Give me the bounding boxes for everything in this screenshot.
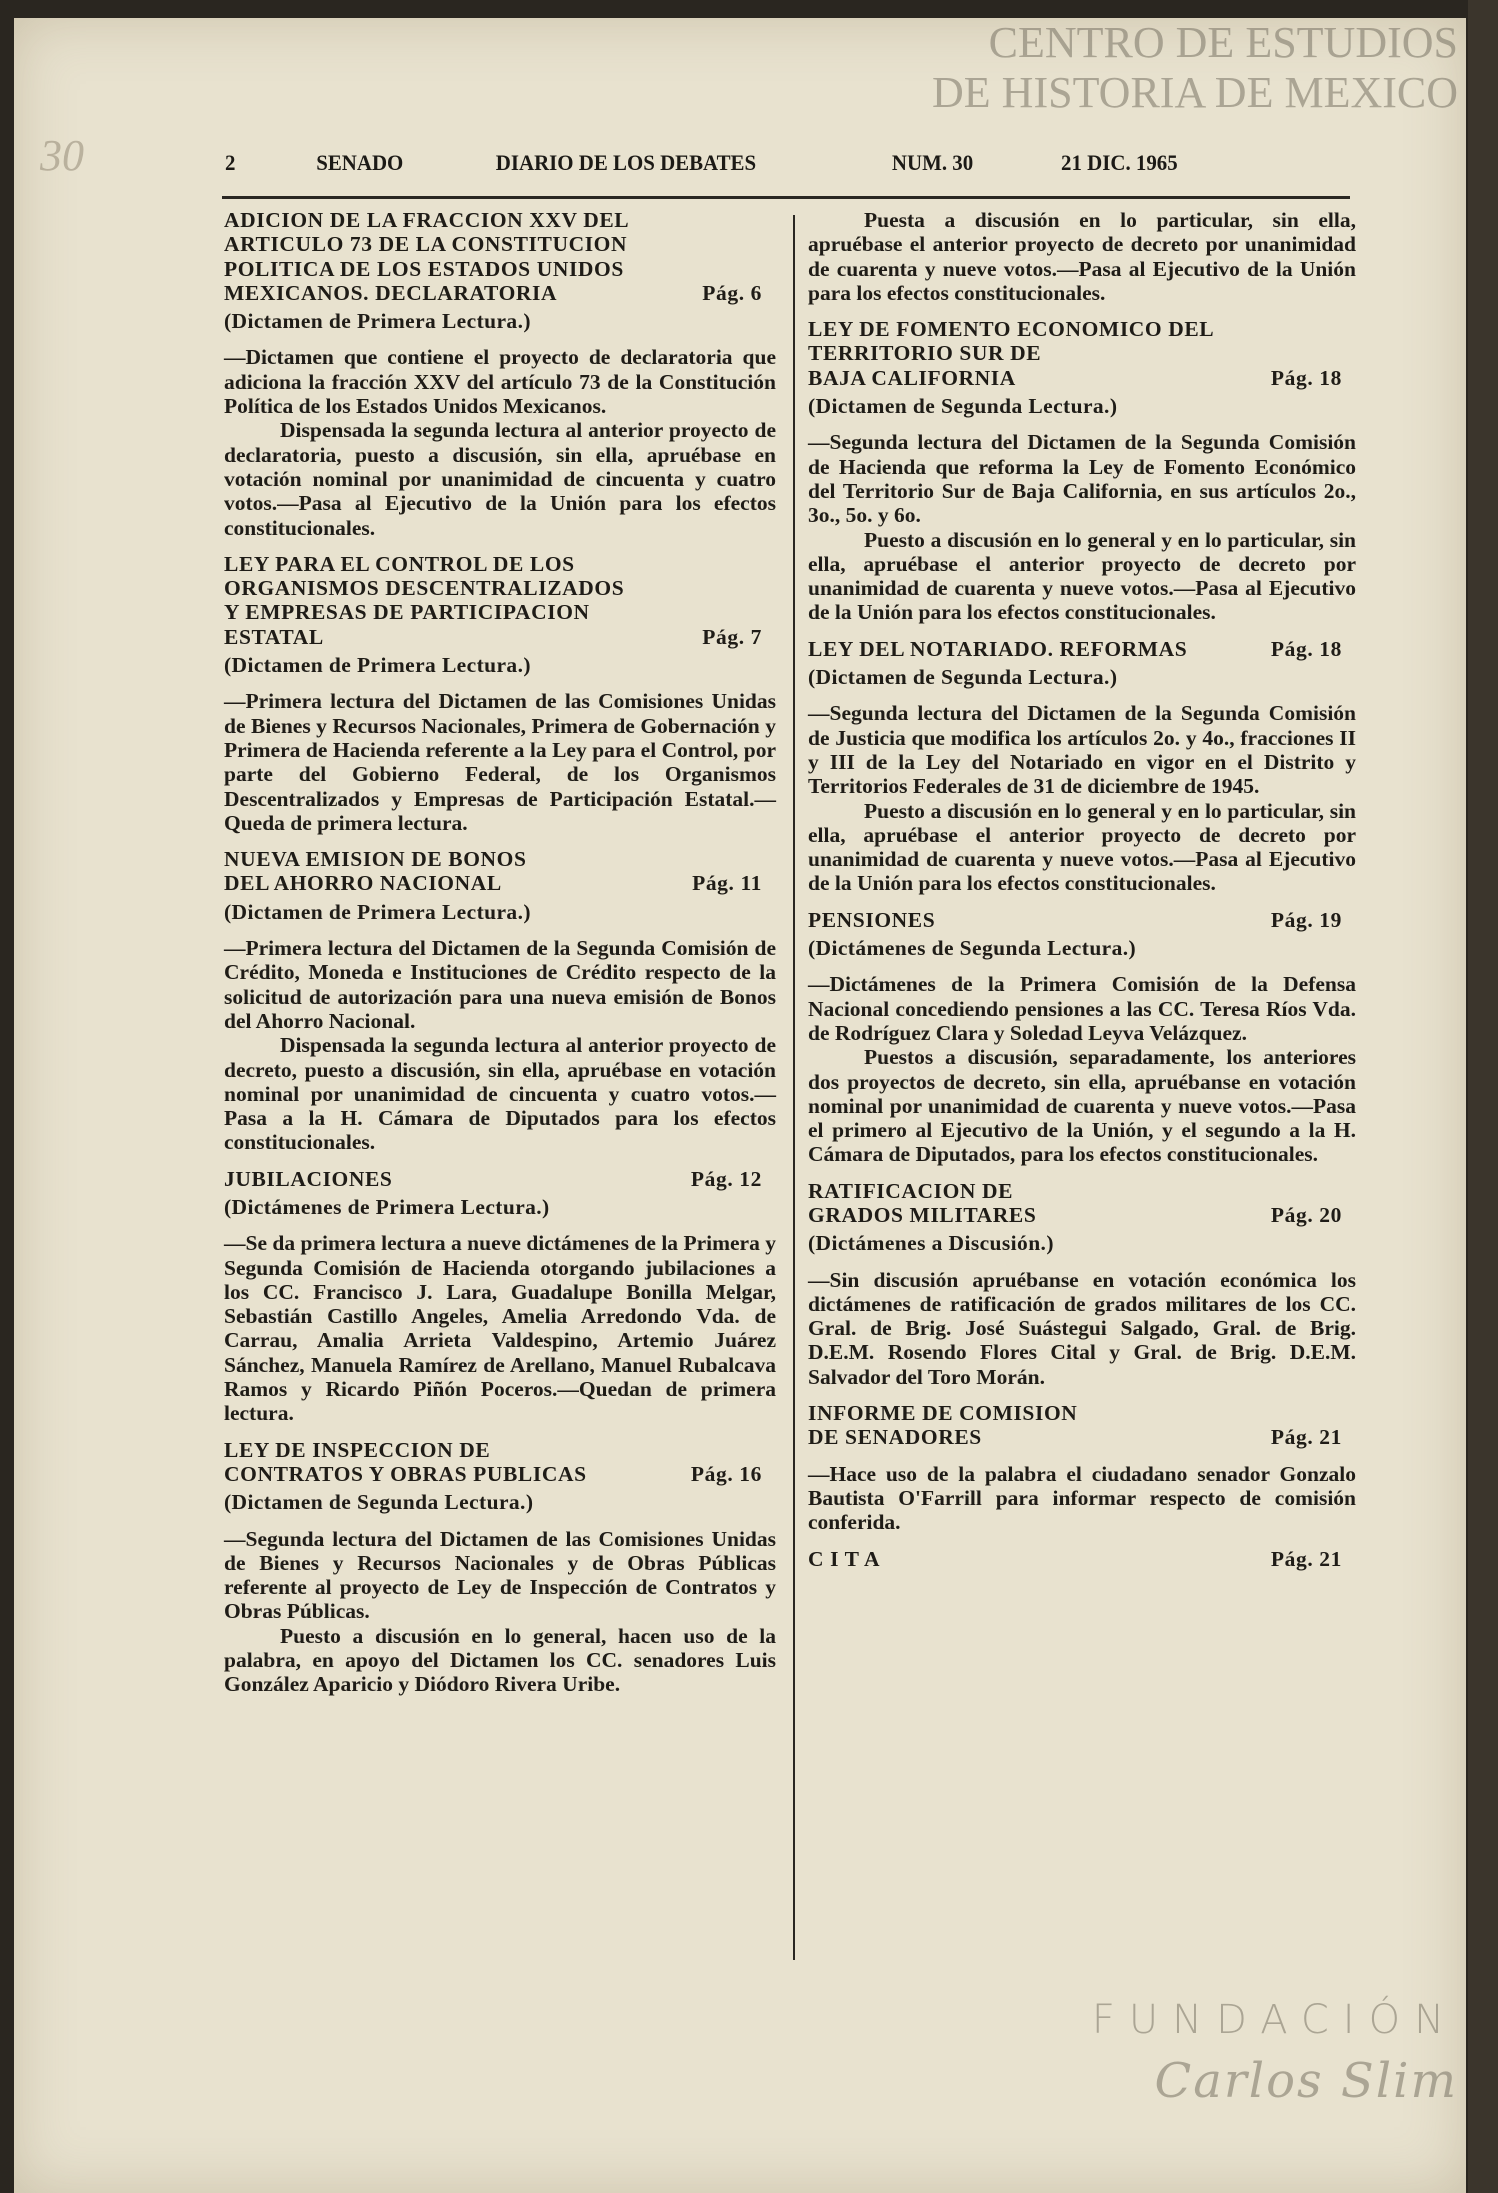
heading-text: ORGANISMOS DESCENTRALIZADOS — [224, 576, 625, 601]
index-entry — [808, 208, 1356, 305]
heading-text: POLITICA DE LOS ESTADOS UNIDOS — [224, 256, 624, 281]
heading-text: CONTRATOS Y OBRAS PUBLICAS — [224, 1461, 587, 1486]
heading-line — [808, 341, 1356, 365]
publication-title: DIARIO DE LOS DEBATES — [495, 150, 757, 175]
heading-line — [808, 1203, 1356, 1227]
heading-line — [224, 871, 776, 895]
entry-subtitle: (Dictamen de Segunda Lectura.) — [808, 665, 1118, 690]
heading-line — [808, 908, 1356, 932]
heading-line — [224, 1167, 776, 1191]
chamber: SENADO — [316, 150, 404, 175]
column-divider — [793, 215, 795, 1960]
entry-heading — [808, 908, 1356, 932]
entry-paragraph: Dispensada la segunda lectura al anterior proyecto de decreto, puesto a discusión, sin ella, apruébase en votación nominal por unanimidad de cincuenta y cuatro votos.—Pasa a la H. Cámara de Diputados para los efectos constitucionales. — [224, 1033, 776, 1155]
entry-heading — [224, 847, 776, 896]
heading-line — [224, 232, 776, 256]
handwritten-page-mark: 30 — [40, 131, 84, 180]
index-entry — [224, 1167, 776, 1426]
entry-heading — [808, 637, 1356, 661]
scan-edge — [1468, 0, 1498, 2193]
heading-line — [224, 847, 776, 871]
entry-paragraph: Dispensada la segunda lectura al anterior proyecto de declaratoria, puesto a discusión, sin ella, apruébase en votación nominal por unanimidad de cincuenta y cuatro votos.—Pasa al Ejecutivo de la Unión para los efectos constitucionales. — [224, 418, 776, 540]
watermark-signature: Carlos Slim — [1154, 2053, 1458, 2109]
heading-line — [808, 366, 1356, 390]
page-reference: Pág. 7 — [702, 624, 762, 649]
entry-subtitle: (Dictámenes de Segunda Lectura.) — [808, 936, 1137, 961]
entry-subtitle: (Dictamen de Primera Lectura.) — [224, 899, 531, 924]
heading-line — [808, 317, 1356, 341]
heading-text: NUEVA EMISION DE BONOS — [224, 847, 527, 872]
entry-heading — [808, 317, 1356, 390]
watermark-line: ESTUDIOS — [1245, 18, 1458, 67]
page-reference: Pág. 11 — [692, 871, 762, 896]
running-header — [225, 150, 1289, 184]
heading-line — [224, 1438, 776, 1462]
heading-text: ARTICULO 73 DE LA CONSTITUCION — [224, 232, 628, 257]
heading-text: GRADOS MILITARES — [808, 1202, 1037, 1227]
heading-text: LEY DEL NOTARIADO. REFORMAS — [808, 636, 1188, 661]
entry-paragraph: —Segunda lectura del Dictamen de la Segunda Comisión de Justicia que modifica los artículos 2o. y 4o., fracciones II y III de la Ley del Notariado en vigor en el Distrito y Territorios Federales de 31 de diciembre de 1945. — [808, 701, 1356, 799]
heading-line — [808, 1547, 1356, 1571]
page-reference: Pág. 20 — [1270, 1202, 1342, 1227]
watermark — [932, 18, 1458, 118]
page-reference: Pág. 21 — [1270, 1425, 1342, 1450]
heading-line — [224, 625, 776, 649]
index-entry — [224, 1438, 776, 1697]
heading-line — [808, 1401, 1356, 1425]
entry-heading — [224, 1167, 776, 1191]
heading-text: ESTATAL — [224, 624, 324, 649]
entry-heading — [808, 1401, 1356, 1450]
heading-line — [808, 637, 1356, 661]
watermark-line: CENTRO DE — [988, 18, 1235, 67]
entry-subtitle: (Dictámenes de Primera Lectura.) — [224, 1194, 550, 1219]
entry-subtitle: (Dictamen de Primera Lectura.) — [224, 309, 531, 334]
index-entry — [808, 1179, 1356, 1389]
page-reference: Pág. 16 — [690, 1461, 762, 1486]
entry-heading — [224, 208, 776, 305]
entry-paragraph: —Se da primera lectura a nueve dictámenes de la Primera y Segunda Comisión de Hacienda otorgando jubilaciones a los CC. Francisco J. Lara, Guadalupe Bonilla Melgar, Sebastián Castillo Angeles, Amelia Arredondo Vda. de Carrau, Amalia Arrieta Valdespino, Artemio Juárez Sánchez, Manuela Ramírez de Arellano, Manuel Rubalcava Ramos y Ricardo Piñón Poceros.—Quedan de primera lectura. — [224, 1231, 776, 1426]
heading-text: DEL AHORRO NACIONAL — [224, 871, 502, 896]
entry-paragraph: Puesto a discusión en lo general, hacen uso de la palabra, en apoyo del Dictamen los CC. senadores Luis González Aparicio y Diódoro Rivera Uribe. — [224, 1623, 776, 1697]
index-entry — [224, 847, 776, 1155]
watermark-line: DE MEXICO — [1214, 68, 1458, 117]
index-entry — [808, 317, 1356, 625]
heading-line — [224, 576, 776, 600]
heading-line — [224, 208, 776, 232]
entry-paragraph: —Segunda lectura del Dictamen de la Segunda Comisión de Hacienda que reforma la Ley de Fomento Económico del Territorio Sur de Baja California, en sus artículos 2o., 3o., 5o. y 6o. — [808, 430, 1356, 528]
index-entry — [808, 1547, 1356, 1571]
index-entry — [808, 637, 1356, 896]
heading-text: LEY DE INSPECCION DE — [224, 1437, 491, 1462]
heading-line — [224, 600, 776, 624]
watermark-foundation-block — [1092, 1995, 1458, 2109]
issue-date: 21 DIC. 1965 — [1061, 150, 1178, 175]
page-reference: Pág. 21 — [1270, 1546, 1342, 1571]
heading-text: LEY PARA EL CONTROL DE LOS — [224, 551, 575, 576]
heading-text: INFORME DE COMISION — [808, 1401, 1078, 1426]
page-reference: Pág. 19 — [1270, 907, 1342, 932]
index-entry — [808, 908, 1356, 1167]
entry-subtitle: (Dictámenes a Discusión.) — [808, 1231, 1054, 1256]
heading-line — [224, 281, 776, 305]
heading-text: TERRITORIO SUR DE — [808, 341, 1042, 366]
entry-paragraph: Puesta a discusión en lo particular, sin ella, apruébase el anterior proyecto de decreto por unanimidad de cuarenta y nueve votos.—Pasa al Ejecutivo de la Unión para los efectos constitucionales. — [808, 208, 1356, 305]
entry-paragraph: Puesto a discusión en lo general y en lo particular, sin ella, apruébase el anterior proyecto de decreto por unanimidad de cuarenta y nueve votos.—Pasa al Ejecutivo de la Unión para los efectos constitucionales. — [808, 798, 1356, 896]
page-reference: Pág. 18 — [1270, 636, 1342, 661]
heading-text: MEXICANOS. DECLARATORIA — [224, 280, 558, 305]
heading-text: ADICION DE LA FRACCION XXV DEL — [224, 208, 630, 232]
entry-paragraph: —Segunda lectura del Dictamen de las Comisiones Unidas de Bienes y Recursos Nacionales y de Obras Públicas referente al proyecto de Ley de Inspección de Contratos y Obras Públicas. — [224, 1526, 776, 1624]
issue-number: NUM. 30 — [891, 150, 974, 175]
entry-subtitle: (Dictamen de Primera Lectura.) — [224, 653, 531, 678]
entry-heading — [808, 1179, 1356, 1228]
heading-line — [808, 1179, 1356, 1203]
entry-heading — [224, 1438, 776, 1487]
heading-line — [808, 1425, 1356, 1449]
entry-paragraph: Puestos a discusión, separadamente, los anteriores dos proyectos de decreto, sin ella, apruébanse en votación nominal por unanimidad de cuarenta y nueve votos.—Pasa el primero al Ejecutivo de la Unión, y el segundo a la H. Cámara de Diputados, para los efectos constitucionales. — [808, 1045, 1356, 1167]
watermark-foundation: FUNDACIÓN — [1091, 1997, 1458, 2043]
entry-paragraph: —Hace uso de la palabra el ciudadano senador Gonzalo Bautista O'Farrill para informar respecto de comisión conferida. — [808, 1461, 1356, 1535]
heading-text: DE SENADORES — [808, 1425, 982, 1450]
heading-text: LEY DE FOMENTO ECONOMICO DEL — [808, 317, 1215, 342]
watermark-row — [932, 68, 1458, 118]
heading-text: C I T A — [808, 1546, 881, 1571]
entry-paragraph: —Primera lectura del Dictamen de las Comisiones Unidas de Bienes y Recursos Nacionales, Primera de Gobernación y Primera de Hacienda referente a la Ley para el Control, por parte del Gobierno Federal, de los Organismos Descentralizados y Empresas de Participación Estatal.—Queda de primera lectura. — [224, 689, 776, 835]
right-column — [808, 208, 1356, 1583]
page-reference: Pág. 6 — [702, 280, 762, 305]
heading-line — [224, 552, 776, 576]
heading-text: BAJA CALIFORNIA — [808, 365, 1016, 390]
heading-line — [224, 257, 776, 281]
watermark-row — [932, 18, 1458, 68]
index-entry — [224, 208, 776, 540]
entry-paragraph: —Dictamen que contiene el proyecto de declaratoria que adiciona la fracción XXV del artículo 73 de la Constitución Política de los Estados Unidos Mexicanos. — [224, 345, 776, 419]
heading-text: PENSIONES — [808, 907, 936, 932]
left-column — [224, 208, 776, 1709]
entry-paragraph: Puesto a discusión en lo general y en lo particular, sin ella, apruébase el anterior proyecto de decreto por unanimidad de cuarenta y nueve votos.—Pasa al Ejecutivo de la Unión para los efectos constitucionales. — [808, 527, 1356, 625]
entry-paragraph: —Dictámenes de la Primera Comisión de la Defensa Nacional concediendo pensiones a las CC. Teresa Ríos Vda. de Rodríguez Clara y Soledad Leyva Velázquez. — [808, 972, 1356, 1045]
entry-paragraph: —Primera lectura del Dictamen de la Segunda Comisión de Crédito, Moneda e Instituciones de Crédito respecto de la solicitud de autorización para una nueva emisión de Bonos del Ahorro Nacional. — [224, 936, 776, 1033]
entry-subtitle: (Dictamen de Segunda Lectura.) — [224, 1490, 534, 1515]
header-rule — [222, 196, 1350, 199]
index-entry — [224, 552, 776, 835]
entry-subtitle: (Dictamen de Segunda Lectura.) — [808, 394, 1118, 419]
heading-text: JUBILACIONES — [224, 1166, 393, 1191]
page-reference: Pág. 18 — [1270, 365, 1342, 390]
entry-heading — [808, 1547, 1356, 1571]
entry-heading — [224, 552, 776, 649]
heading-text: RATIFICACION DE — [808, 1178, 1014, 1203]
page-number: 2 — [225, 150, 236, 175]
watermark-line: DE HISTORIA — [932, 68, 1204, 117]
index-entry — [808, 1401, 1356, 1534]
page-reference: Pág. 12 — [690, 1166, 762, 1191]
heading-line — [224, 1462, 776, 1486]
heading-text: Y EMPRESAS DE PARTICIPACION — [224, 600, 590, 625]
entry-paragraph: —Sin discusión apruébanse en votación económica los dictámenes de ratificación de grados militares de los CC. Gral. de Brig. José Suástegui Salgado, Gral. de Brig. D.E.M. Rosendo Flores Cital y Gral. de Brig. D.E.M. Salvador del Toro Morán. — [808, 1267, 1356, 1389]
